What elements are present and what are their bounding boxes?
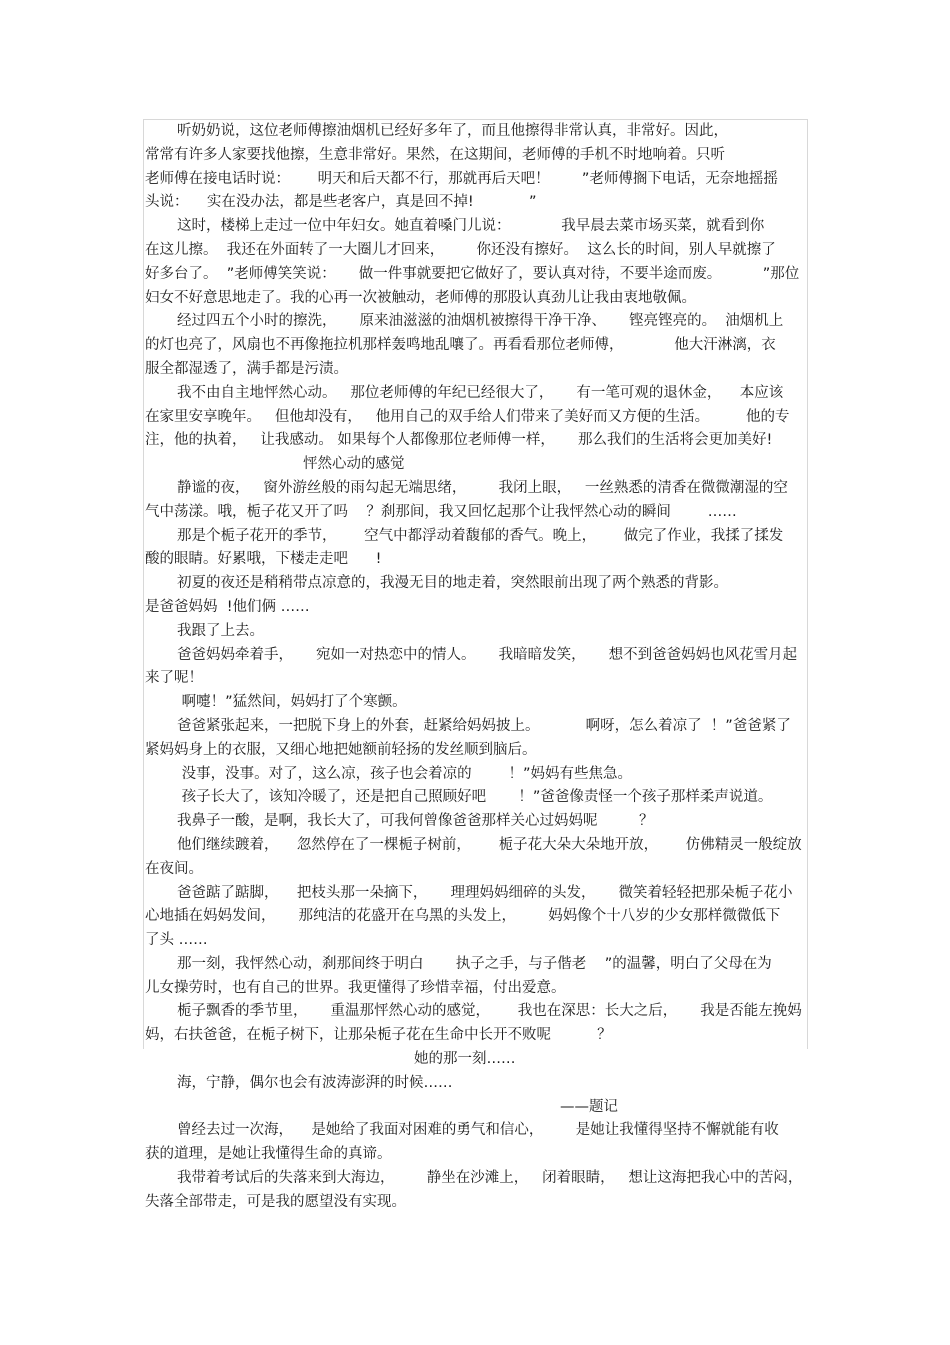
text-line: 初夏的夜还是稍稍带点凉意的，我漫无目的地走着，突然眼前出现了两个熟悉的背影。 <box>177 575 728 592</box>
text-line: 那是个栀子花开的季节， 空气中都浮动着馥郁的香气。晚上， 做完了作业，我揉了揉发 <box>177 527 784 544</box>
text-line: 经过四五个小时的擦洗， 原来油滋滋的油烟机被擦得干净干净、 铿亮铿亮的。 油烟机上 <box>177 313 784 330</box>
text-line: 头说： 实在没办法，都是些老客户，真是回不掉! ” <box>145 194 537 211</box>
text-line: 海，宁静，偶尔也会有波涛澎湃的时候…… <box>177 1074 453 1091</box>
text-line: 好多台了。 ”老师傅笑笑说： 做一件事就要把它做好了，要认真对待，不要半途而废。 ”那位 <box>145 265 800 282</box>
text-line: 他们继续踱着， 忽然停在了一棵栀子树前， 栀子花大朵大朵地开放， 仿佛精灵一般绽放 <box>177 836 802 853</box>
text-line: 听奶奶说，这位老师傅擦油烟机已经好多年了，而且他擦得非常认真，非常好。因此， <box>177 123 728 139</box>
section-title: 她的那一刻…… <box>414 1051 516 1068</box>
text-line: 妇女不好意思地走了。我的心再一次被触动，老师傅的那股认真劲儿让我由衷地敬佩。 <box>145 289 696 306</box>
text-line: 紧妈妈身上的衣服，又细心地把她额前轻扬的发丝顺到脑后。 <box>145 741 537 758</box>
text-line: 注，他的执着， 让我感动。 如果每个人都像那位老师傅一样， 那么我们的生活将会更加美好! <box>145 432 773 449</box>
text-line: 这时，楼梯上走过一位中年妇女。她直着嗓门儿说： 我早晨去菜市场买菜，就看到你 <box>177 218 765 235</box>
text-line: 我不由自主地怦然心动。 那位老师傅的年纪已经很大了， 有一笔可观的退休金， 本应该 <box>177 384 784 401</box>
text-line: 爸爸紧张起来，一把脱下身上的外套，赶紧给妈妈披上。 啊呀，怎么着凉了 ！”爸爸紧了 <box>177 717 791 734</box>
page-border-right <box>807 119 808 1049</box>
text-line: 老师傅在接电话时说： 明天和后天都不行，那就再后天吧！ ”老师傅搁下电话，无奈地摇摇 <box>145 170 778 187</box>
text-line: 在这儿擦。 我还在外面转了一大圈儿才回来， 你还没有擦好。 这么长的时间，别人早就擦了 <box>145 241 776 258</box>
text-line: 曾经去过一次海， 是她给了我面对困难的勇气和信心， 是她让我懂得坚持不懈就能有收 <box>177 1122 779 1139</box>
text-line: 啊嚏！”猛然间，妈妈打了个寒颤。 <box>177 694 407 711</box>
text-line: 爸爸妈妈牵着手， 宛如一对热恋中的情人。 我暗暗发笑， 想不到爸爸妈妈也风花雪月起 <box>177 646 798 663</box>
text-line: 我鼻子一酸，是啊，我长大了，可我何曾像爸爸那样关心过妈妈呢 ？ <box>177 813 654 830</box>
text-line: 那一刻，我怦然心动，刹那间终于明白 执子之手，与子偕老 ”的温馨，明白了父母在为 <box>177 955 772 972</box>
text-line: 爸爸踮了踮脚， 把枝头那一朵摘下， 理理妈妈细碎的头发， 微笑着轻轻把那朵栀子花小 <box>177 884 793 901</box>
text-line: 获的道理，是她让我懂得生命的真谛。 <box>145 1146 392 1163</box>
text-line: 静谧的夜， 窗外游丝般的雨勾起无端思绪， 我闭上眼， 一丝熟悉的清香在微微潮湿的空 <box>177 479 788 496</box>
text-line: 栀子飘香的季节里， 重温那怦然心动的感觉， 我也在深思：长大之后， 我是否能左挽妈 <box>177 1003 802 1020</box>
section-title: 怦然心动的感觉 <box>303 456 405 473</box>
epigraph-attribution: ——题记 <box>560 1098 618 1115</box>
text-line: 儿女操劳时，也有自己的世界。我更懂得了珍惜幸福，付出爱意。 <box>145 979 566 996</box>
text-line: 了头 …… <box>145 932 208 949</box>
text-line: 气中荡漾。哦，栀子花又开了吗 ？刹那间，我又回忆起那个让我怦然心动的瞬间 …… <box>145 503 737 520</box>
text-line: 的灯也亮了，风扇也不再像拖拉机那样轰鸣地乱嚷了。再看看那位老师傅， 他大汗淋漓，衣 <box>145 337 776 354</box>
text-line: 在家里安享晚年。 但他却没有， 他用自己的双手给人们带来了美好而又方便的生活。 他的专 <box>145 408 790 425</box>
text-line: 没事，没事。对了，这么凉，孩子也会着凉的 ！”妈妈有些焦急。 <box>177 765 632 782</box>
text-line: 酸的眼睛。好累哦，下楼走走吧 ! <box>145 551 382 568</box>
text-line: 妈，右扶爸爸，在栀子树下，让那朵栀子花在生命中长开不败呢 ？ <box>145 1027 612 1044</box>
document-body <box>145 120 805 1215</box>
text-line: 服全都湿透了，满手都是污渍。 <box>145 360 348 377</box>
page-border-left <box>143 119 144 1049</box>
text-line: 失落全部带走，可是我的愿望没有实现。 <box>145 1193 406 1210</box>
text-line: 我跟了上去。 <box>177 622 264 639</box>
text-line: 我带着考试后的失落来到大海边， 静坐在沙滩上， 闭着眼睛， 想让这海把我心中的苦闷， <box>177 1170 803 1187</box>
text-line: 在夜间。 <box>145 860 203 877</box>
text-line: 常常有许多人家要找他擦，生意非常好。果然，在这期间，老师傅的手机不时地响着。只听 <box>145 146 725 163</box>
text-line: 孩子长大了，该知冷暖了，还是把自己照顾好吧 ！”爸爸像责怪一个孩子那样柔声说道。 <box>177 789 773 806</box>
text-line: 来了呢！ <box>145 670 203 687</box>
text-line: 是爸爸妈妈 !他们俩 …… <box>145 598 310 615</box>
text-line: 心地插在妈妈发间， 那纯洁的花盛开在乌黑的头发上， 妈妈像个十八岁的少女那样微微低下 <box>145 908 781 925</box>
